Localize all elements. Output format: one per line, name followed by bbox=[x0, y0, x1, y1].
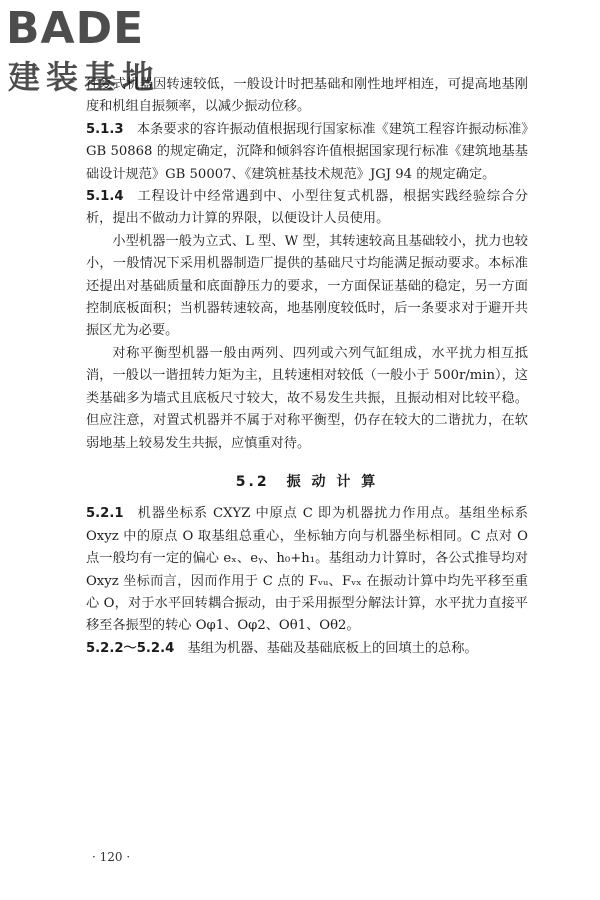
logo-subtitle: 建装基地 bbox=[8, 58, 161, 96]
clause-number: 5.1.3 bbox=[86, 121, 124, 137]
clause-5-1-4 bbox=[86, 186, 528, 231]
clause-number: 5.2.2～5.2.4 bbox=[86, 640, 175, 656]
clause-text: 工程设计中经常遇到中、小型往复式机器，根据实践经验综合分析，提出不做动力计算的界限，以便设计人员使用。 bbox=[86, 189, 528, 227]
clause-5-2-1 bbox=[86, 503, 528, 637]
section-heading: 5.2 振 动 计 算 bbox=[235, 473, 379, 490]
clause-number: 5.1.4 bbox=[86, 189, 124, 205]
page-number: · 120 · bbox=[92, 850, 131, 864]
paragraph-continued: 往复式机器因转速较低，一般设计时把基础和刚性地坪相连，可提高地基刚度和机组自振频率，以减少振动位移。 bbox=[86, 77, 528, 115]
clause-text: 基组为机器、基础及基础底板上的回填土的总称。 bbox=[187, 640, 478, 656]
clause-text: 本条要求的容许振动值根据现行国家标准《建筑工程容许振动标准》GB 50868 的规定确定，沉降和倾斜容许值根据国家现行标准《建筑地基基础设计规范》GB 50007、《建筑桩基技术规范》JGJ 94 的规定确定。 bbox=[86, 121, 528, 182]
paragraph-small-machines: 小型机器一般为立式、L 型、W 型，其转速较高且基础较小，扰力也较小，一般情况下采用机器制造厂提供的基础尺寸均能满足振动要求。本标准还提出对基础质量和底面静压力的要求，一方面保证基础的稳定，另一方面控制底板面积；当机器转速较高，地基刚度较低时，后一条要求对于避开共振区尤为必要。 bbox=[86, 233, 528, 339]
page-content bbox=[86, 74, 528, 660]
paragraph-balanced-machines: 对称平衡型机器一般由两列、四列或六列气缸组成，水平扰力相互抵消，一般以一谐扭转力矩为主，且转速相对较低（一般小于 500r/min），这类基础多为墙式且底板尺寸较大，故不易发生共振，且振动相对比较平稳。但应注意，对置式机器并不属于对称平衡型，仍存在较大的二谐扰力，在软弱地基上较易发生共振，应慎重对待。 bbox=[86, 345, 528, 451]
clause-text: 机器坐标系 CXYZ 中原点 C 即为机器扰力作用点。基组坐标系 Oxyz 中的原点 O 取基组总重心，坐标轴方向与机器坐标相同。C 点对 O 点一般均有一定的偏心 eₓ、eᵧ、h₀+h₁。基组动力计算时，各公式推导均对 Oxyz 坐标而言，因而作用于 C 点的 Fᵥᵤ、Fᵥₓ 在振动计算中均先平移至重心 O，对于水平回转耦合振动，由于采用振型分解法计算，水平扰力直接平移至各振型的转心 Oφ1、Oφ2、Oθ1、Oθ2。 bbox=[86, 506, 528, 634]
clause-number: 5.2.1 bbox=[86, 506, 124, 522]
clause-5-2-2 bbox=[86, 638, 528, 660]
clause-5-1-3 bbox=[86, 119, 528, 186]
logo-brand: BADE bbox=[6, 3, 145, 54]
